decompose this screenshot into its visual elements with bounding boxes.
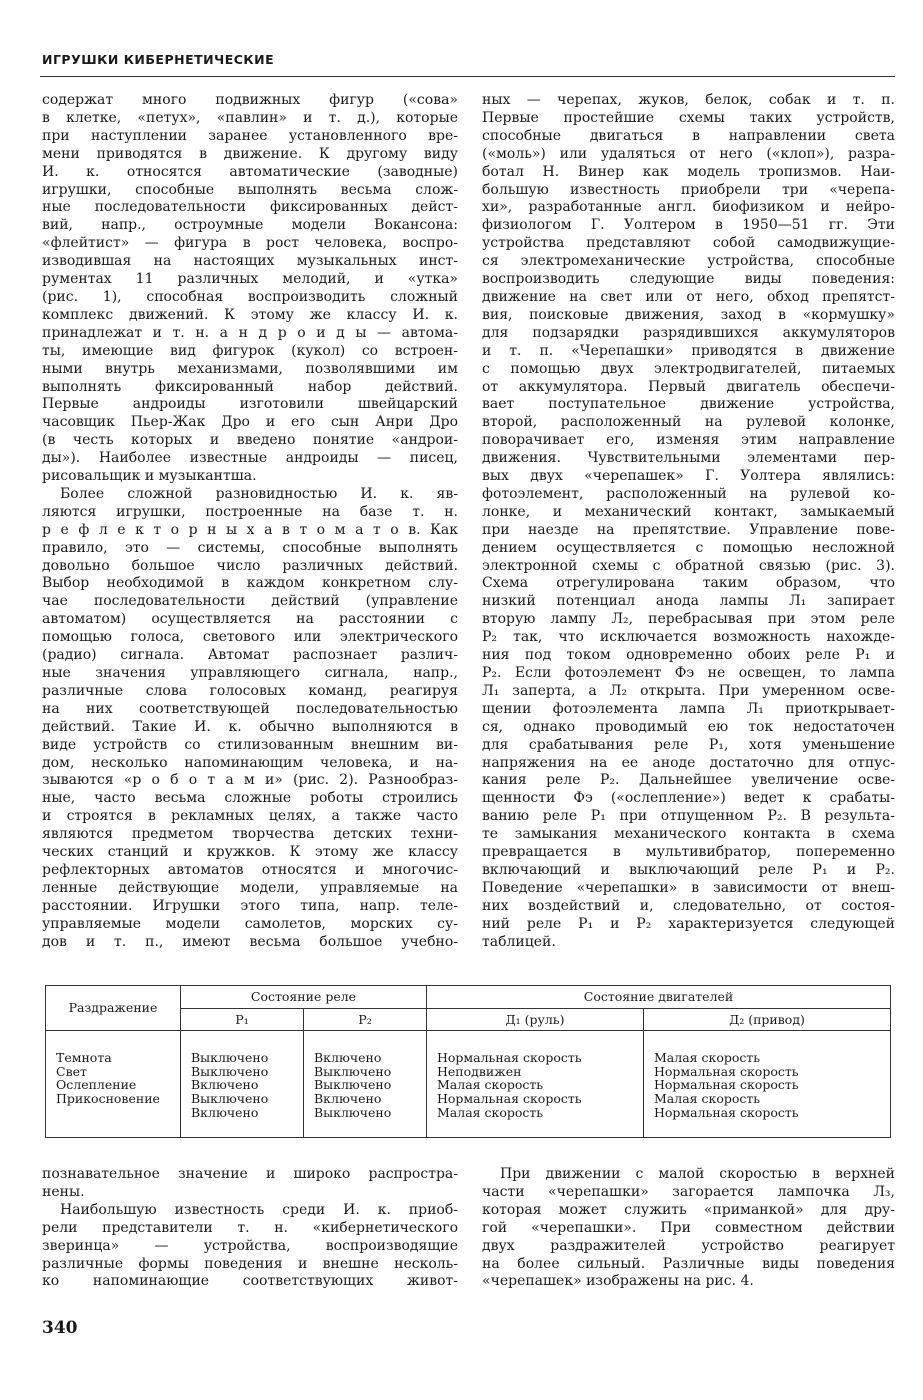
header-relay-state: Состояние реле bbox=[181, 986, 427, 1009]
text-line: Выбор необходимой в каждом конкретном слу- bbox=[42, 575, 458, 592]
cell-line: Нормальная скорость bbox=[437, 1050, 582, 1066]
text-line: ты, имеющие вид фигурок (кукол) со встроен- bbox=[42, 342, 458, 359]
text-line: (рис. 1), способная воспроизводить сложный bbox=[42, 288, 458, 305]
cell-line: Выключено bbox=[191, 1090, 269, 1106]
cell-line: Выключено bbox=[314, 1104, 392, 1120]
right-column bbox=[482, 92, 895, 952]
text-line: «черепашек» изображены на рис. 4. bbox=[482, 1273, 754, 1290]
text-line: р е ф л е к т о р н ы х а в т о м а т о в. Как bbox=[42, 521, 458, 538]
paragraph bbox=[482, 1166, 895, 1291]
text-line: ся, однако проводимый ею ток недостаточен bbox=[482, 718, 895, 735]
text-line: чае последовательности действий (управление bbox=[42, 593, 458, 610]
text-line: (в честь которых и введено понятие «андрои- bbox=[42, 432, 458, 449]
text-line: комплекс движений. К этому же классу И. к. bbox=[42, 306, 458, 323]
text-line: на них соответствующей последовательностью bbox=[42, 700, 458, 717]
text-line: изводившая на настоящих музыкальных инст- bbox=[42, 253, 458, 270]
text-line: принадлежат и т. н. а н д р о и д ы — автома- bbox=[42, 324, 458, 341]
text-line: хи», разработанные англ. биофизиком и нейро- bbox=[482, 199, 895, 216]
cell-d1 bbox=[427, 1031, 644, 1138]
cell-stimulus bbox=[46, 1031, 181, 1138]
text-line: Наибольшую известность среди И. к. приоб- bbox=[60, 1201, 458, 1218]
left-column bbox=[42, 92, 458, 952]
text-line: расстоянии. Игрушки этого типа, напр. теле- bbox=[42, 897, 458, 914]
text-line: способные двигаться в направлении света bbox=[482, 127, 895, 144]
bottom-right-column bbox=[482, 1166, 895, 1291]
text-line: И. к. относятся автоматические (заводные) bbox=[42, 163, 458, 180]
text-line: ко напоминающие соответствующих живот- bbox=[42, 1273, 458, 1290]
text-line: («моль») или удаляться от него («клоп»), разра- bbox=[482, 145, 895, 162]
text-line: действий. Такие И. к. обычно выполняются в bbox=[42, 718, 458, 735]
text-line: ленные действующие модели, управляемые на bbox=[42, 879, 458, 896]
text-line: устройства представляют собой самодвижущие- bbox=[482, 235, 895, 252]
text-line: ные значения управляющего сигнала, напр., bbox=[42, 665, 458, 681]
table-body-row bbox=[46, 1031, 891, 1138]
text-line: Схема отрегулирована таким образом, что bbox=[482, 575, 895, 592]
text-line: с помощью двух электродвигателей, питаемых bbox=[482, 360, 895, 377]
text-line: дом, несколько напоминающим человека, и на- bbox=[42, 754, 458, 771]
text-line: щенности Фэ («ослепление») ведет к срабаты- bbox=[482, 790, 895, 807]
text-line: мени приводятся в движение. К другому виду bbox=[42, 145, 458, 162]
paragraph bbox=[42, 1166, 458, 1202]
text-line: вия, поисковые движения, заход в «кормушку» bbox=[482, 306, 895, 323]
text-line: содержат много подвижных фигур («сова» bbox=[42, 92, 458, 108]
text-line: лонке, и механический контакт, замыкаемый bbox=[482, 503, 895, 520]
text-line: для подзарядки разрядившихся аккумуляторов bbox=[482, 324, 895, 341]
text-line: и т. п. «Черепашки» приводятся в движение bbox=[482, 342, 895, 359]
header-p2: Р₂ bbox=[304, 1008, 427, 1031]
text-line: виде устройств со стилизованным внешним ви- bbox=[42, 736, 458, 753]
header-motor-state: Состояние двигателей bbox=[427, 986, 891, 1009]
text-line: зываются «р о б о т а м и» (рис. 2). Разнообраз- bbox=[42, 772, 458, 789]
text-line: напряжения на ее аноде достаточно для отпус- bbox=[482, 754, 895, 771]
text-line: рели представители т. н. «кибернетического bbox=[42, 1219, 458, 1236]
text-line: Первые андроиды изготовили швейцарский bbox=[42, 396, 458, 413]
cell-line: Темнота bbox=[56, 1050, 112, 1066]
text-line: для срабатывания реле Р₁, хотя уменьшение bbox=[482, 736, 895, 753]
text-line: Более сложной разновидностью И. к. яв- bbox=[60, 485, 458, 502]
text-line: ные последовательности фиксированных дейст- bbox=[42, 199, 458, 216]
text-line: ды»). Наиболее известные андроиды — писец, bbox=[42, 450, 458, 467]
text-line: нены. bbox=[42, 1183, 85, 1200]
text-line: которая может служить «приманкой» для дру- bbox=[482, 1201, 895, 1218]
text-line: рисовальщик и музыкантша. bbox=[42, 468, 257, 485]
text-line: ботал Н. Винер как модель тропизмов. Наи- bbox=[482, 163, 895, 180]
text-line: Поведение «черепашки» в зависимости от внеш- bbox=[482, 879, 895, 896]
text-line: управляемые модели самолетов, морских су- bbox=[42, 915, 458, 932]
text-line: Р₂ так, что исключается возможность нахожде- bbox=[482, 629, 895, 646]
text-line: часовщик Пьер-Жак Дро и его сын Анри Дро bbox=[42, 414, 458, 431]
text-line: включающий и выключающий реле Р₁ и Р₂. bbox=[482, 861, 895, 878]
header-d1: Д₁ (руль) bbox=[427, 1008, 644, 1031]
cell-line: Нормальная скорость bbox=[654, 1104, 799, 1120]
paragraph bbox=[42, 92, 458, 486]
cell-line: Выключено bbox=[191, 1050, 269, 1066]
cell-line: Нормальная скорость bbox=[654, 1077, 799, 1093]
cell-line: Включено bbox=[191, 1077, 259, 1093]
paragraph bbox=[482, 92, 895, 952]
text-line: ванию реле Р₁ при отпущенном Р₂. В результа- bbox=[482, 808, 895, 825]
text-line: Л₁ заперта, а Л₂ открыта. При умеренном осве- bbox=[482, 682, 895, 699]
page-number: 340 bbox=[42, 1318, 78, 1338]
text-line: низкий потенциал анода лампы Л₁ запирает bbox=[482, 593, 895, 610]
cell-line: Включено bbox=[191, 1104, 259, 1120]
cell-line: Нормальная скорость bbox=[654, 1063, 799, 1079]
text-line: ся электромеханические устройства, способные bbox=[482, 253, 895, 270]
text-line: выполнять фиксированный набор действий. bbox=[42, 378, 458, 395]
text-line: вает поступательное движение устройства, bbox=[482, 396, 895, 413]
text-line: при наступлении заранее установленного вре- bbox=[42, 127, 458, 144]
cell-line: Выключено bbox=[314, 1063, 392, 1079]
text-line: фотоэлемент, расположенный на рулевой ко- bbox=[482, 485, 895, 502]
cell-line: Малая скорость bbox=[654, 1050, 761, 1066]
text-line: правило, это — системы, способные выполнять bbox=[42, 539, 458, 556]
text-line: игрушки, способные выполнять весьма слож- bbox=[42, 181, 458, 198]
text-line: «флейтист» — фигура в рост человека, воспро- bbox=[42, 235, 458, 252]
cell-line: Свет bbox=[56, 1063, 87, 1079]
header-d2: Д₂ (привод) bbox=[644, 1008, 891, 1031]
text-line: воспроизводить следующие виды поведения: bbox=[482, 271, 895, 288]
text-line: и строятся в рекламных целях, а также часто bbox=[42, 808, 458, 825]
text-line: таблицей. bbox=[482, 933, 556, 950]
cell-line: Выключено bbox=[314, 1077, 392, 1093]
text-line: различные слова голосовых команд, реагируя bbox=[42, 682, 458, 699]
cell-line: Малая скорость bbox=[437, 1077, 544, 1093]
text-line: ными внутрь механизмами, позволявшими им bbox=[42, 360, 458, 377]
text-line: кания реле Р₂. Дальнейшее увеличение осве- bbox=[482, 772, 895, 789]
text-line: являются предметом творчества детских техни- bbox=[42, 826, 458, 843]
text-line: поворачивает его, изменяя этим направление bbox=[482, 432, 895, 449]
text-line: вых двух «черепашек» Г. Уолтера являлись: bbox=[482, 468, 895, 485]
paragraph bbox=[42, 1202, 458, 1292]
header-divider bbox=[40, 76, 895, 77]
text-line: ные, часто весьма сложные роботы строились bbox=[42, 790, 458, 807]
text-line: ляются игрушки, построенные на базе т. н. bbox=[42, 503, 458, 520]
text-line: физиологом Г. Уолтером в 1950—51 гг. Эти bbox=[482, 217, 895, 234]
bottom-left-column bbox=[42, 1166, 458, 1291]
text-line: электронной схемы с обратной связью (рис. 3). bbox=[482, 557, 895, 574]
text-line: Первые простейшие схемы таких устройств, bbox=[482, 109, 895, 126]
text-line: те замыкания механического контакта в схема bbox=[482, 826, 895, 843]
text-line: познавательное значение и широко распростра- bbox=[42, 1166, 458, 1182]
text-line: при наезде на препятствие. Управление пове- bbox=[482, 521, 895, 538]
text-line: части «черепашки» загорается лампочка Л₃, bbox=[482, 1183, 895, 1200]
cell-line: Включено bbox=[314, 1050, 382, 1066]
text-line: зверинца» — устройства, воспроизводящие bbox=[42, 1237, 458, 1254]
cell-d2 bbox=[644, 1031, 891, 1138]
text-line: помощью голоса, светового или электрического bbox=[42, 629, 458, 646]
cell-line: Включено bbox=[314, 1090, 382, 1106]
text-line: рефлекторных автоматов относятся и многочис- bbox=[42, 861, 458, 878]
text-line: от аккумулятора. Первый двигатель обеспечи- bbox=[482, 378, 895, 395]
cell-line: Прикосновение bbox=[56, 1090, 160, 1106]
text-line: в клетке, «петух», «павлин» и т. д.), которые bbox=[42, 109, 458, 126]
cell-line: Выключено bbox=[191, 1063, 269, 1079]
text-line: различные формы поведения и внешне несколь- bbox=[42, 1255, 458, 1272]
text-line: превращается в мультивибратор, попеременно bbox=[482, 844, 895, 861]
paragraph bbox=[42, 486, 458, 952]
running-header: ИГРУШКИ КИБЕРНЕТИЧЕСКИЕ bbox=[42, 52, 275, 67]
cell-line: Ослепление bbox=[56, 1077, 137, 1093]
text-line: двух раздражителей устройство реагирует bbox=[482, 1237, 895, 1254]
text-line: (радио) сигнала. Автомат распознает различ- bbox=[42, 647, 458, 664]
text-line: ческих станций и кружков. К этому же классу bbox=[42, 844, 458, 861]
text-line: рументах 11 различных мелодий, и «утка» bbox=[42, 271, 458, 288]
text-line: ния под током одновременно обоих реле Р₁ и bbox=[482, 647, 895, 664]
text-line: При движении с малой скоростью в верхней bbox=[500, 1166, 895, 1182]
cell-p1 bbox=[181, 1031, 304, 1138]
text-line: Р₂. Если фотоэлемент Фэ не освещен, то лампа bbox=[482, 665, 895, 681]
header-stimulus: Раздражение bbox=[46, 986, 181, 1031]
text-line: на более сильный. Различные виды поведения bbox=[482, 1255, 895, 1272]
text-line: движения. Чувствительными элементами пер- bbox=[482, 450, 895, 467]
text-line: второй, расположенный на рулевой колонке, bbox=[482, 414, 895, 431]
header-p1: Р₁ bbox=[181, 1008, 304, 1031]
behavior-table bbox=[45, 985, 891, 1138]
text-line: большую известность приобрели три «черепа- bbox=[482, 181, 895, 198]
text-line: дением осуществляется с помощью несложной bbox=[482, 539, 895, 556]
text-line: гой «черепашки». При совместном действии bbox=[482, 1219, 895, 1236]
text-line: вий, напр., остроумные модели Вокансона: bbox=[42, 217, 458, 234]
text-line: вторую лампу Л₂, перебрасывая при этом реле bbox=[482, 611, 895, 628]
text-line: щении фотоэлемента лампа Л₁ приоткрывает- bbox=[482, 700, 895, 717]
text-line: дов и т. п., имеют весьма большое учебно- bbox=[42, 933, 458, 950]
text-line: автоматом) осуществляется на расстоянии с bbox=[42, 611, 458, 628]
text-line: них воздействий и, следовательно, от состоя- bbox=[482, 897, 895, 914]
cell-line: Малая скорость bbox=[437, 1104, 544, 1120]
cell-line: Нормальная скорость bbox=[437, 1090, 582, 1106]
text-line: ных — черепах, жуков, белок, собак и т. п. bbox=[482, 92, 895, 108]
cell-p2 bbox=[304, 1031, 427, 1138]
cell-line: Малая скорость bbox=[654, 1090, 761, 1106]
text-line: движение на свет или от него, обход препятст- bbox=[482, 288, 895, 305]
text-line: довольно большое число различных действий. bbox=[42, 557, 458, 574]
cell-line: Неподвижен bbox=[437, 1063, 522, 1079]
text-line: ний реле Р₁ и Р₂ характеризуется следующей bbox=[482, 915, 895, 932]
